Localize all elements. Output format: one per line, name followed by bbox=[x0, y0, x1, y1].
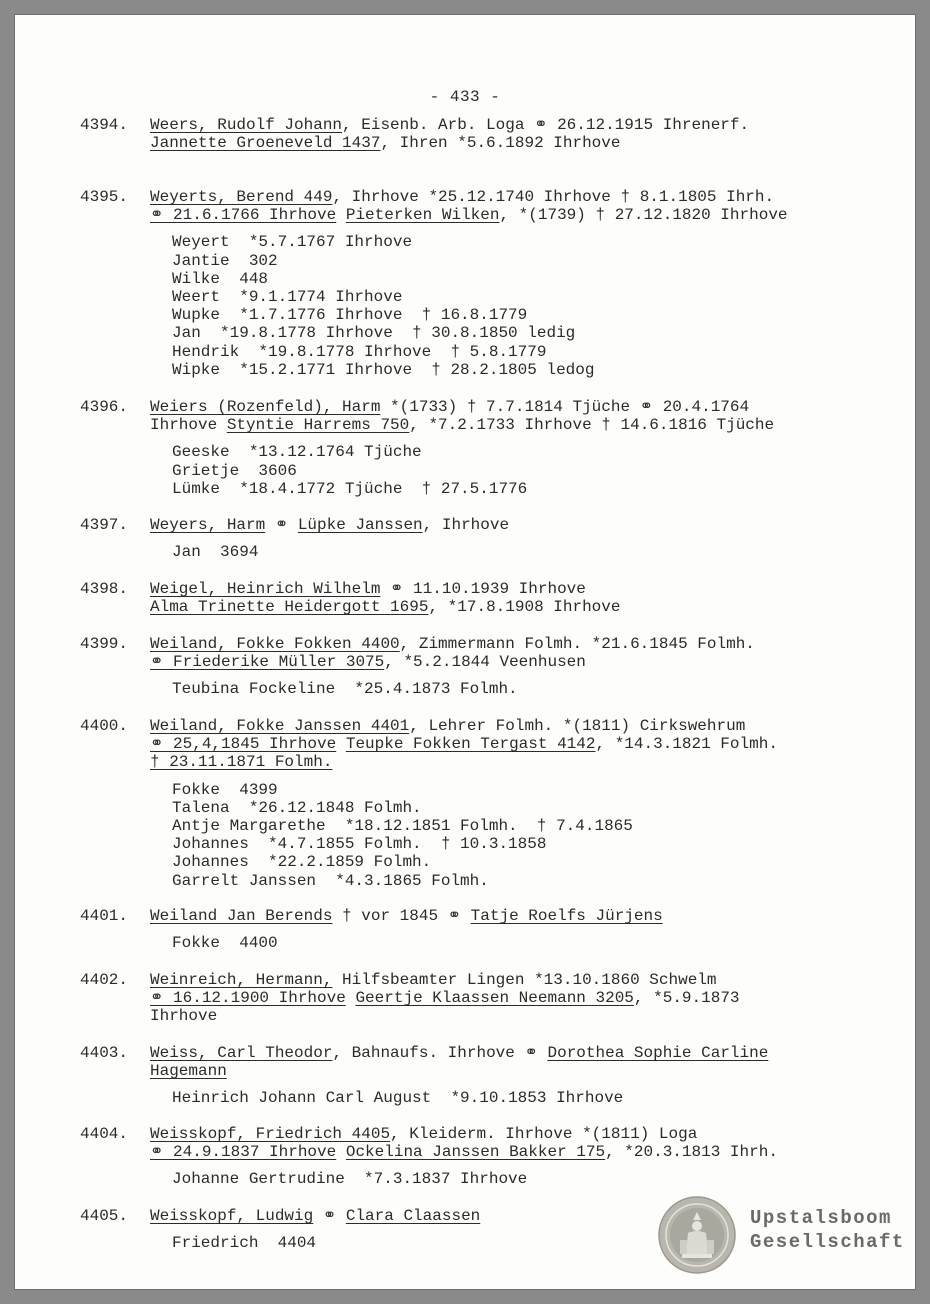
underlined-name: Jannette Groeneveld 1437 bbox=[150, 134, 381, 153]
child-entry: Heinrich Johann Carl August *9.10.1853 Ihrhove bbox=[172, 1089, 624, 1108]
entry-line bbox=[150, 598, 620, 616]
entry-line bbox=[150, 907, 663, 925]
underlined-name: Geertje Klaassen Neemann 3205 bbox=[355, 989, 634, 1008]
entry-number: 4403. bbox=[80, 1044, 129, 1062]
children-list bbox=[150, 1234, 480, 1252]
entry-line bbox=[150, 416, 774, 434]
children-list bbox=[150, 233, 788, 379]
genealogy-entry bbox=[80, 188, 788, 379]
entry-line bbox=[150, 971, 740, 989]
underlined-name: ⚭ 24.9.1837 Ihrhove bbox=[150, 1143, 337, 1162]
child-entry: Jan *19.8.1778 Ihrhove † 30.8.1850 ledig bbox=[172, 324, 576, 343]
genealogy-entry bbox=[80, 1125, 778, 1189]
underlined-name: Styntie Harrems 750 bbox=[226, 416, 410, 435]
underlined-name: Hagemann bbox=[150, 1062, 227, 1081]
entry-number: 4405. bbox=[80, 1207, 129, 1225]
entry-number: 4395. bbox=[80, 188, 129, 206]
genealogy-entry bbox=[80, 635, 755, 699]
entry-line bbox=[150, 635, 755, 653]
entry-line bbox=[150, 580, 620, 598]
children-list bbox=[150, 781, 778, 890]
document-page bbox=[14, 14, 916, 1290]
entry-text: , Eisenb. Arb. Loga ⚭ 26.12.1915 Ihrenerf. bbox=[342, 116, 750, 134]
entry-line bbox=[150, 989, 740, 1007]
entry-text: , Bahnaufs. Ihrhove ⚭ bbox=[332, 1044, 548, 1062]
children-list bbox=[150, 443, 774, 498]
entry-text: ⚭ 11.10.1939 Ihrhove bbox=[380, 580, 586, 598]
child-entry: Grietje 3606 bbox=[172, 461, 297, 480]
genealogy-entry bbox=[80, 580, 620, 616]
entry-line bbox=[150, 717, 778, 735]
society-name-line-2: Gesellschaft bbox=[750, 1231, 905, 1253]
entry-number: 4400. bbox=[80, 717, 129, 735]
entry-text: , *5.9.1873 bbox=[633, 989, 740, 1008]
child-entry: Weert *9.1.1774 Ihrhove bbox=[172, 288, 403, 307]
child-entry: Teubina Fockeline *25.4.1873 Folmh. bbox=[172, 680, 518, 699]
underlined-name: ⚭ Friederike Müller 3075 bbox=[150, 653, 385, 672]
underlined-name: Weisskopf, Friedrich 4405 bbox=[150, 1125, 391, 1143]
entry-number: 4401. bbox=[80, 907, 129, 925]
children-list bbox=[150, 680, 755, 698]
entry-text: , *5.2.1844 Veenhusen bbox=[384, 653, 586, 672]
entry-text: ⚭ bbox=[265, 516, 298, 534]
entry-line bbox=[150, 653, 755, 671]
underlined-name: Tatje Roelfs Jürjens bbox=[470, 907, 663, 925]
entry-text: , *17.8.1908 Ihrhove bbox=[428, 598, 621, 617]
entry-text: Ihrhove bbox=[150, 416, 227, 435]
child-entry: Antje Margarethe *18.12.1851 Folmh. † 7.4.1865 bbox=[172, 817, 633, 836]
children-list bbox=[150, 1089, 768, 1107]
child-entry: Talena *26.12.1848 Folmh. bbox=[172, 798, 422, 817]
entry-number: 4402. bbox=[80, 971, 129, 989]
entry-number: 4396. bbox=[80, 398, 129, 416]
underlined-name: ⚭ 16.12.1900 Ihrhove bbox=[150, 989, 346, 1008]
entry-text: , Lehrer Folmh. *(1811) Cirkswehrum bbox=[409, 717, 746, 735]
entry-line bbox=[150, 1125, 778, 1143]
underlined-name: Weinreich, Hermann, bbox=[150, 971, 333, 989]
underlined-name: Weisskopf, Ludwig bbox=[150, 1207, 314, 1225]
underlined-name: Dorothea Sophie Carline bbox=[547, 1044, 769, 1062]
entry-text: , Ihrhove bbox=[422, 516, 510, 534]
society-logo bbox=[658, 1196, 908, 1278]
underlined-name: Pieterken Wilken bbox=[345, 206, 500, 225]
entry-line bbox=[150, 516, 509, 534]
entry-text bbox=[336, 735, 346, 753]
child-entry: Hendrik *19.8.1778 Ihrhove † 5.8.1779 bbox=[172, 342, 547, 361]
entry-line bbox=[150, 1044, 768, 1062]
genealogy-entry bbox=[80, 1207, 480, 1252]
genealogy-entry bbox=[80, 516, 509, 561]
child-entry: Johannes *22.2.1859 Folmh. bbox=[172, 853, 432, 872]
child-entry: Johanne Gertrudine *7.3.1837 Ihrhove bbox=[172, 1170, 528, 1189]
underlined-name: Teupke Fokken Tergast 4142 bbox=[345, 735, 596, 754]
children-list bbox=[150, 543, 509, 561]
entry-text: , *(1739) † 27.12.1820 Ihrhove bbox=[499, 206, 788, 225]
entry-line bbox=[150, 1007, 740, 1025]
child-entry: Wipke *15.2.1771 Ihrhove † 28.2.1805 ledog bbox=[172, 360, 595, 379]
underlined-name: Clara Claassen bbox=[345, 1207, 481, 1225]
entry-number: 4399. bbox=[80, 635, 129, 653]
entry-line bbox=[150, 735, 778, 753]
entry-text: , *20.3.1813 Ihrh. bbox=[605, 1143, 778, 1162]
children-list bbox=[150, 934, 663, 952]
entry-text: , Zimmermann Folmh. *21.6.1845 Folmh. bbox=[399, 635, 755, 653]
child-entry: Fokke 4399 bbox=[172, 780, 278, 799]
entry-number: 4404. bbox=[80, 1125, 129, 1143]
entry-line bbox=[150, 188, 788, 206]
entry-text: , *7.2.1733 Ihrhove † 14.6.1816 Tjüche bbox=[409, 416, 775, 435]
page-number: - 433 - bbox=[429, 88, 501, 106]
entry-text bbox=[336, 206, 346, 224]
child-entry: Weyert *5.7.1767 Ihrhove bbox=[172, 233, 413, 252]
underlined-name: Weiland, Fokke Fokken 4400 bbox=[150, 635, 400, 653]
entry-number: 4397. bbox=[80, 516, 129, 534]
underlined-name: Weiers (Rozenfeld), Harm bbox=[150, 398, 381, 416]
underlined-name: Weigel, Heinrich Wilhelm bbox=[150, 580, 381, 598]
entry-text: *(1733) † 7.7.1814 Tjüche ⚭ 20.4.1764 bbox=[380, 398, 750, 416]
entry-number: 4394. bbox=[80, 116, 129, 134]
entry-line bbox=[150, 753, 778, 771]
child-entry: Jan 3694 bbox=[172, 543, 259, 562]
child-entry: Geeske *13.12.1764 Tjüche bbox=[172, 443, 422, 462]
underlined-name: Weyers, Harm bbox=[150, 516, 266, 534]
entry-text: Hilfsbeamter Lingen *13.10.1860 Schwelm bbox=[332, 971, 717, 989]
entry-line bbox=[150, 116, 749, 134]
entry-number: 4398. bbox=[80, 580, 129, 598]
children-list bbox=[150, 1170, 778, 1188]
underlined-name: Weiland, Fokke Janssen 4401 bbox=[150, 717, 410, 735]
underlined-name: Alma Trinette Heidergott 1695 bbox=[150, 598, 429, 617]
entry-text: , Kleiderm. Ihrhove *(1811) Loga bbox=[390, 1125, 698, 1143]
entry-line bbox=[150, 1207, 480, 1225]
underlined-name: Weers, Rudolf Johann bbox=[150, 116, 343, 134]
seal-icon bbox=[658, 1196, 736, 1274]
entry-line bbox=[150, 1062, 768, 1080]
child-entry: Friedrich 4404 bbox=[172, 1234, 317, 1253]
genealogy-entry bbox=[80, 398, 774, 498]
genealogy-entry bbox=[80, 116, 749, 152]
entry-line bbox=[150, 206, 788, 224]
underlined-name: Ockelina Janssen Bakker 175 bbox=[345, 1143, 606, 1162]
entry-text bbox=[336, 1143, 346, 1161]
child-entry: Johannes *4.7.1855 Folmh. † 10.3.1858 bbox=[172, 835, 547, 854]
child-entry: Jantie 302 bbox=[172, 251, 278, 270]
child-entry: Lümke *18.4.1772 Tjüche † 27.5.1776 bbox=[172, 479, 528, 498]
entry-text: , Ihren *5.6.1892 Ihrhove bbox=[380, 134, 621, 153]
entry-text bbox=[346, 989, 356, 1007]
underlined-name: Weyerts, Berend 449 bbox=[150, 188, 333, 206]
entry-text: † vor 1845 ⚭ bbox=[332, 907, 471, 925]
entry-text: , Ihrhove *25.12.1740 Ihrhove † 8.1.1805 Ihrh. bbox=[332, 188, 775, 206]
child-entry: Fokke 4400 bbox=[172, 934, 278, 953]
underlined-name: ⚭ 21.6.1766 Ihrhove bbox=[150, 206, 337, 225]
genealogy-entry bbox=[80, 1044, 768, 1108]
society-name bbox=[750, 1206, 905, 1254]
child-entry: Wupke *1.7.1776 Ihrhove † 16.8.1779 bbox=[172, 306, 528, 325]
genealogy-entry bbox=[80, 907, 663, 952]
genealogy-entry bbox=[80, 971, 740, 1026]
child-entry: Wilke 448 bbox=[172, 269, 269, 288]
genealogy-entry bbox=[80, 717, 778, 890]
entry-text: Ihrhove bbox=[150, 1007, 218, 1026]
underlined-name: Lüpke Janssen bbox=[297, 516, 423, 534]
underlined-name: Weiss, Carl Theodor bbox=[150, 1044, 333, 1062]
entry-text: ⚭ bbox=[313, 1207, 346, 1225]
society-name-line-1: Upstalsboom bbox=[750, 1207, 892, 1229]
entry-line bbox=[150, 134, 749, 152]
entry-text: , *14.3.1821 Folmh. bbox=[595, 735, 778, 754]
child-entry: Garrelt Janssen *4.3.1865 Folmh. bbox=[172, 871, 489, 890]
underlined-name: Weiland Jan Berends bbox=[150, 907, 333, 925]
entry-line bbox=[150, 398, 774, 416]
entry-line bbox=[150, 1143, 778, 1161]
underlined-name: † 23.11.1871 Folmh. bbox=[150, 753, 333, 772]
underlined-name: ⚭ 25,4,1845 Ihrhove bbox=[150, 735, 337, 754]
